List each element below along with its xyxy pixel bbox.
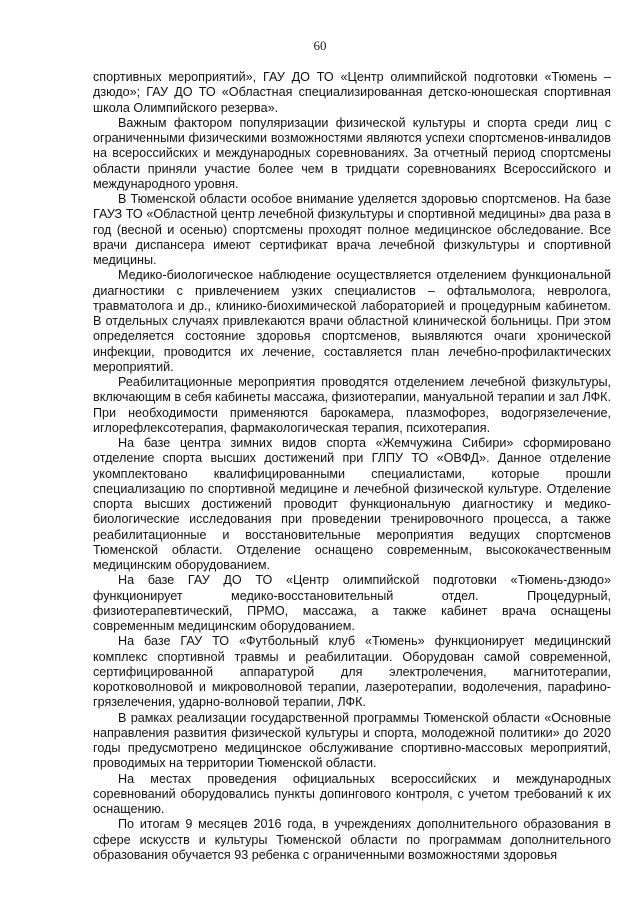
- paragraph-tyumen-judo: На базе ГАУ ДО ТО «Центр олимпийской подготовки «Тюмень-дзюдо» функционирует медико-восстановительный отдел. Процедурный, физиотерапевтический, ПРМО, массажа, а также кабинет врача оснащены современным медицинским оборудованием.: [93, 573, 611, 633]
- paragraph-football-club: На базе ГАУ ТО «Футбольный клуб «Тюмень» функционирует медицинский комплекс спортивной травмы и реабилитации. Оборудован самой современной, сертифицированной аппаратурой для электролечения, магнитотерапии, коротковолновой и микроволновой терапии, лазеротерапии, водолечения, парафино-грязелечения, ударно-волновой терапии, ЛФК.: [93, 634, 611, 710]
- paragraph-medical-biological: Медико-биологическое наблюдение осуществляется отделением функциональной диагностики с привлечением узких специалистов – офтальмолога, невролога, травматолога и др., клинико-биохимической лабораторией и процедурным кабинетом. В отдельных случаях привлекаются врачи областной клинической больницы. При этом определяется состояние здоровья спортсменов, выявляются очаги хронической инфекции, проводится их лечение, составляется план лечебно-профилактических мероприятий.: [93, 268, 611, 374]
- document-body: [93, 70, 611, 863]
- page-number: 60: [313, 38, 327, 53]
- paragraph-rehabilitation: Реабилитационные мероприятия проводятся отделением лечебной физкультуры, включающим в себя кабинеты массажа, физиотерапии, мануальной терапии и зал ЛФК. При необходимости применяются барокамера, плазмофорез, водогрязелечение, иглорефлексотерапия, фармакологическая терапия, психотерапия.: [93, 375, 611, 435]
- paragraph-arts-education: По итогам 9 месяцев 2016 года, в учреждениях дополнительного образования в сфере искусств и культуры Тюменской области по программам дополнительного образования обучается 93 ребенка с ограниченными возможностями здоровья: [93, 817, 611, 862]
- paragraph-athlete-health: В Тюменской области особое внимание уделяется здоровью спортсменов. На базе ГАУЗ ТО «Областной центр лечебной физкультуры и спортивной медицины» два раза в год (весной и осенью) спортсмены проходят полное медицинское обследование. Все врачи диспансера имеют сертификат врача лечебной физкультуры и спортивной медицины.: [93, 192, 611, 267]
- paragraph-disabled-athletes: Важным фактором популяризации физической культуры и спорта среди лиц с ограниченными физическими возможностями являются успехи спортсменов-инвалидов на всероссийских и международных соревнованиях. За отчетный период спортсмены области приняли участие более чем в тридцати соревнованиях Всероссийского и международного уровня.: [93, 115, 611, 191]
- paragraph-doping-control: На местах проведения официальных всероссийских и международных соревнований оборудовались пункты допингового контроля, с учетом требований к их оснащению.: [93, 771, 611, 816]
- paragraph-state-program: В рамках реализации государственной программы Тюменской области «Основные направления развития физической культуры и спорта, молодежной политики» до 2020 годы предусмотрено медицинское обслуживание спортивно-массовых мероприятий, проводимых на территории Тюменской области.: [93, 710, 611, 771]
- paragraph-zhemchuzhina-sibiri: На базе центра зимних видов спорта «Жемчужина Сибири» сформировано отделение спорта высших достижений при ГЛПУ ТО «ОВФД». Данное отделение укомплектовано квалифицированными специалистами, которые прошли специализацию по спортивной медицине и лечебной физической культуре. Отделение спорта высших достижений проводит функциональную диагностику и медико-биологические исследования при проведении тренировочного процесса, а также реабилитационные и восстановительные мероприятия ведущих спортсменов Тюменской области. Отделение оснащено современным, высококачественным медицинским оборудованием.: [93, 436, 611, 572]
- paragraph-continuation: спортивных мероприятий», ГАУ ДО ТО «Центр олимпийской подготовки «Тюмень – дзюдо»; ГАУ ДО ТО «Областная специализированная детско-юношеская спортивная школа Олимпийского резерва».: [93, 70, 611, 115]
